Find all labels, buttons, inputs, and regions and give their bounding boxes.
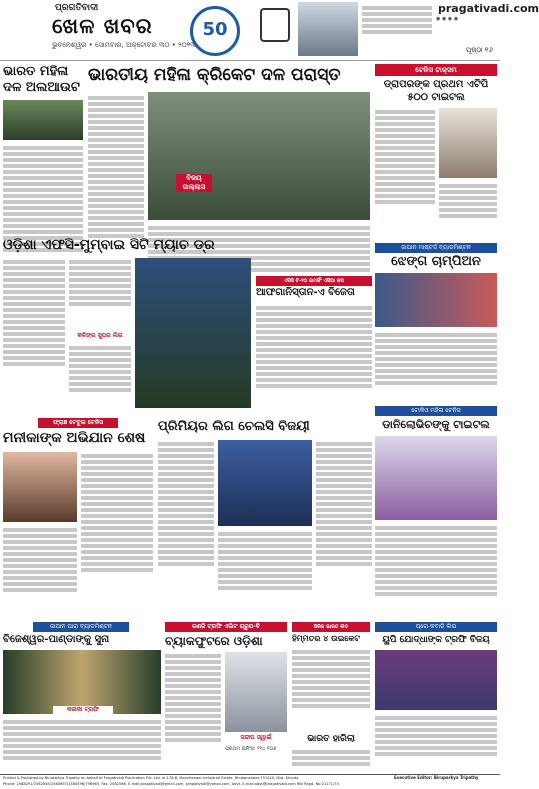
story-epl [158, 418, 372, 618]
body-text-mid-2 [69, 344, 131, 408]
headline: ପ୍ରିମିୟର ଲିଗ ଚେଲସି ବିଜୟୀ [158, 419, 310, 434]
body-text [375, 714, 497, 770]
subhead: ଭାରତ ହାରିଲା [307, 734, 355, 744]
social-icons: ◉ ◉ ◉ ◉ [436, 16, 459, 22]
story-ranji [165, 622, 287, 772]
kicker: ପ୍ରୋ-କବାଡି ଲିଗ [375, 622, 497, 632]
body-text-left [158, 440, 214, 614]
player-photo [439, 108, 497, 178]
masthead [0, 0, 539, 61]
caption: କଳିଙ୍ଗ ସୁପର ଲିଗ [77, 332, 123, 339]
anniversary-logo: 50 [190, 6, 240, 56]
headline: ୟୁପି ଯୋଦ୍ଧାଙ୍କ ଟ୍ରଫି ବିଜୟ [382, 635, 490, 645]
kicker: ସିରିଜ ଭାରତ ଲିଡ [292, 622, 370, 632]
photo [3, 100, 83, 140]
kicker: ଜାପାନ ମାଷ୍ଟର୍ସ ବ୍ୟାଡମିଣ୍ଟନ [375, 243, 497, 253]
stat-line: ପ୍ରଥମ ଇନିଂସ: ୨୧୪ ୧୦୬ [225, 746, 277, 752]
player-photo [3, 452, 77, 522]
headline: ଡ୍ରାପରଙ୍କ ପ୍ରଥମ ଏଟିପି ୫୦୦ ଟାଇଟଲ [383, 79, 489, 103]
headline: ଝେଙ୍ଗ ଚାମ୍ପିଅନ [391, 254, 481, 269]
headline: ମନୀକାଙ୍କ ଅଭିଯାନ ଶେଷ [3, 430, 146, 446]
body-text [165, 652, 221, 770]
body-text-2 [292, 748, 370, 770]
body-text-left [3, 258, 65, 408]
body-text [375, 524, 497, 618]
kicker: ଫ୍ରାଞ୍ଚ ଟେବୁଲ ଟେନିସ [38, 418, 118, 428]
story-india-lost [292, 622, 370, 772]
body-text-right [81, 452, 153, 616]
imprint: Printed & Published by Biruparkya Tripathy on behalf of Pragativadi Publication Pvt. Ltd. at 178-B, Mancheswar Industrial Estate, Bhubaneswar-751010, Dist. Khurda [3, 776, 299, 780]
header-teaser [362, 4, 432, 52]
body-text-right [316, 440, 372, 614]
story-kabaddi [375, 622, 497, 772]
player-photo [375, 436, 497, 520]
body-text [375, 108, 435, 236]
headline: ଆଫଗାନିସ୍ତାନ-ଏ ବିଜେତା [256, 287, 355, 298]
caption: ସନ୍ଦୀପ ସ୍ୱାଇଁ [240, 734, 272, 741]
body-text [256, 304, 372, 412]
body-text-mid [69, 258, 131, 328]
body-text-2 [439, 182, 497, 236]
caption: କଳାକା ଟ୍ରଫି [53, 706, 113, 714]
date-line: ଭୁବନେଶ୍ୱର • ସୋମବାର, ଅକ୍ଟୋବର ୩୦ • ୨୦୨୩ [52, 41, 196, 49]
team-photo [375, 650, 497, 710]
kicker: ରଣଜି ଟ୍ରଫି ଏଲିଟ ଗ୍ରୁପ-ବି [165, 622, 287, 632]
body-text [292, 648, 370, 732]
header-photo [298, 2, 358, 56]
badge: ବିଜୟ ଉଲ୍ଲାସ [176, 174, 212, 192]
story-danielle [375, 406, 497, 620]
match-photo [135, 258, 251, 408]
story-tennis [375, 64, 497, 240]
contact: Phone: 2588291/2582858/2580897/2584596/798965, Fax: 2582586, E-mail:pragativadi@gmail.com, pragativadi@yahoo.com, Advt. E-mail:advt@pragativadi.com RNI Regd. No:21271/75 [3, 782, 339, 786]
player-photo [218, 440, 312, 526]
story-manika [3, 418, 153, 618]
headline: ହିମ୍ମତର ୪ ଉଇକେଟ [292, 634, 360, 643]
headline: ଭାରତୀୟ ମହିଳା କ୍ରିକେଟ ଦଳ ପରାସ୍ତ [88, 65, 341, 85]
kicker: ଟୋକିଓ ମହିଳା ଟେନିସ [375, 406, 497, 416]
editor: Executive Editor: Biruparkya Tripathy [394, 775, 479, 780]
body-text-mid [218, 530, 312, 614]
headline: ଭାରତ ମହିଳା ଦଳ ଅଲଆଉଟ [3, 64, 80, 95]
headline: ବିଜେଶ୍ୱର-ପାଣ୍ଡାଙ୍କୁ ସୁନା [3, 634, 110, 645]
story-isl [3, 236, 253, 416]
headline: ଡାନିଲୋଭିଚଙ୍କୁ ଟାଇଟଲ [382, 418, 490, 431]
kicker: ଟେନିସ ଟାକ୍ସମ [375, 64, 497, 76]
body-text [375, 331, 497, 401]
paper-name: ପ୍ରଗତିବାଦୀ [55, 3, 99, 13]
team-photo [148, 92, 370, 220]
website[interactable]: pragativadi.com [438, 2, 539, 15]
body-text-left [3, 526, 77, 616]
page-number: ପୃଷ୍ଠା ୧୬ [466, 46, 493, 54]
emblem-icon [260, 8, 290, 42]
medal-photo [3, 650, 161, 714]
story-wrestling [3, 622, 161, 772]
body-text [3, 718, 161, 770]
player-photo [225, 652, 287, 732]
footer [0, 774, 500, 789]
story-badminton [375, 243, 497, 403]
kicker: ଜାପାନ ପାରା ବ୍ୟାଡମିଣ୍ଟନ [33, 622, 129, 632]
story-emerging [256, 276, 372, 416]
section-title: ଖେଳ ଖବର [52, 14, 153, 38]
headline: ଓଡ଼ିଶା ଏଫସି-ମୁମ୍ବାଇ ସିଟି ମ୍ୟାଚ ଡ୍ର [3, 237, 215, 253]
kicker: ଏସିସି ଟି-୨୦ ଇମର୍ଜିଂ ଏସିଆ କପ [256, 276, 372, 286]
player-photo [375, 273, 497, 327]
headline: ବ୍ୟାକଫୁଟରେ ଓଡ଼ିଶା [165, 634, 263, 648]
